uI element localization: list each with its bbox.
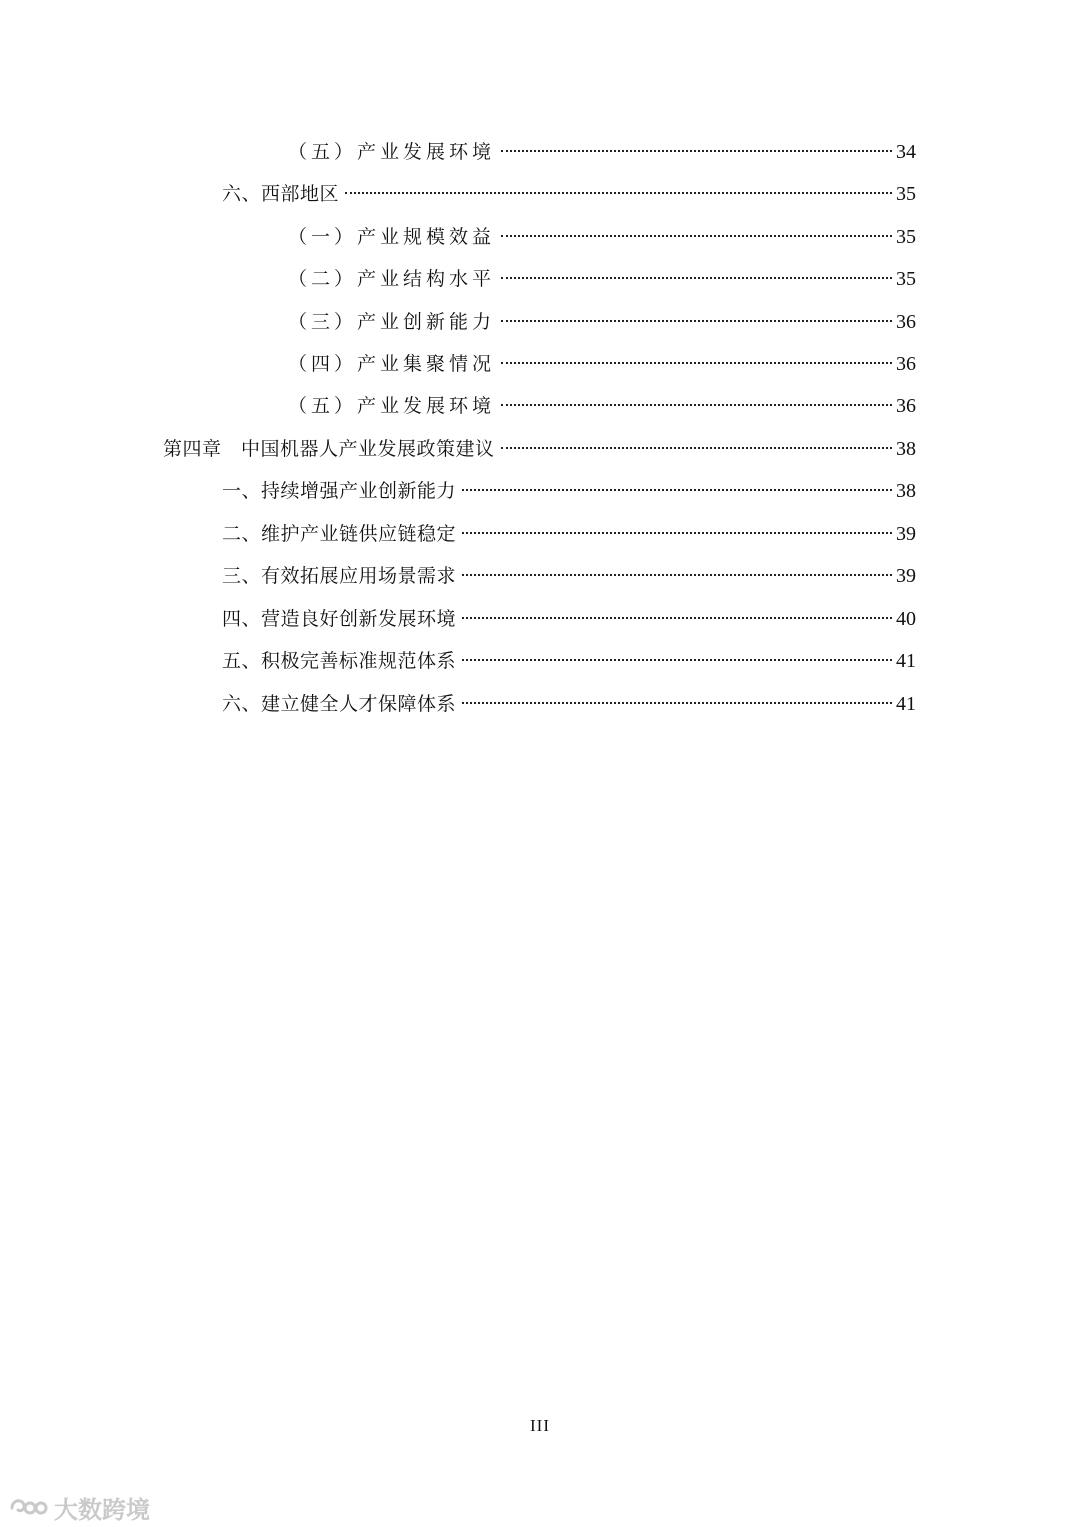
toc-entry-page: 41	[896, 693, 916, 715]
page-number: III	[530, 1416, 550, 1435]
toc-dot-leader	[501, 320, 892, 322]
toc-entry-label: 五、积极完善标准规范体系	[222, 650, 457, 672]
toc-entry[interactable]	[0, 131, 1080, 173]
toc-entry-page: 41	[896, 650, 916, 672]
toc-entry[interactable]	[0, 258, 1080, 300]
toc-dot-leader	[345, 192, 892, 194]
toc-entry-label: （一）产业规模效益	[288, 226, 496, 248]
toc-entry[interactable]	[0, 385, 1080, 427]
toc-entry[interactable]	[0, 301, 1080, 343]
toc-entry[interactable]	[0, 513, 1080, 555]
toc-entry-page: 36	[896, 353, 916, 375]
toc-dot-leader	[462, 617, 892, 619]
toc-entry-label: 第四章 中国机器人产业发展政策建议	[163, 438, 495, 460]
toc-chapter-entry[interactable]	[0, 428, 1080, 470]
toc-entry-label: （二）产业结构水平	[288, 268, 496, 290]
toc-entry[interactable]	[0, 470, 1080, 512]
toc-entry-label: 六、西部地区	[222, 183, 340, 205]
watermark-text: 大数跨境	[54, 1496, 150, 1524]
watermark	[8, 1490, 150, 1525]
toc-entry-label: （五）产业发展环境	[288, 395, 496, 417]
watermark-logo-icon	[8, 1495, 48, 1521]
toc-entry[interactable]	[0, 173, 1080, 215]
toc-dot-leader	[462, 659, 892, 661]
toc-dot-leader	[462, 532, 892, 534]
toc-entry-label: 三、有效拓展应用场景需求	[222, 565, 457, 587]
toc-entry-label: 二、维护产业链供应链稳定	[222, 523, 457, 545]
toc-entry-page: 40	[896, 608, 916, 630]
toc-dot-leader	[462, 574, 892, 576]
toc-entry-label: （三）产业创新能力	[288, 311, 496, 333]
toc-entry[interactable]	[0, 598, 1080, 640]
toc-dot-leader	[501, 235, 892, 237]
toc-entry[interactable]	[0, 216, 1080, 258]
toc-entry-page: 39	[896, 523, 916, 545]
toc-entry-page: 34	[896, 141, 916, 163]
toc-dot-leader	[501, 150, 892, 152]
toc-entry-label: 四、营造良好创新发展环境	[222, 608, 457, 630]
toc-entry-label: 一、持续增强产业创新能力	[222, 480, 457, 502]
toc-entry[interactable]	[0, 640, 1080, 682]
toc-dot-leader	[462, 489, 892, 491]
toc-entry-page: 39	[896, 565, 916, 587]
toc-dot-leader	[462, 702, 892, 704]
toc-entry[interactable]	[0, 555, 1080, 597]
toc-entry-page: 35	[896, 268, 916, 290]
toc-entry-page: 36	[896, 395, 916, 417]
toc-entry[interactable]	[0, 343, 1080, 385]
toc-entry-page: 38	[896, 480, 916, 502]
toc-entry-page: 36	[896, 311, 916, 333]
toc-entry-page: 38	[896, 438, 916, 460]
toc-entry-label: （五）产业发展环境	[288, 141, 496, 163]
toc-entry-label: 六、建立健全人才保障体系	[222, 693, 457, 715]
toc-dot-leader	[501, 362, 892, 364]
toc-dot-leader	[501, 277, 892, 279]
toc-dot-leader	[501, 447, 892, 449]
toc-entry-label: （四）产业集聚情况	[288, 353, 496, 375]
toc-entry[interactable]	[0, 683, 1080, 725]
toc-entry-page: 35	[896, 183, 916, 205]
table-of-contents	[0, 0, 1080, 760]
toc-dot-leader	[501, 404, 892, 406]
toc-entry-page: 35	[896, 226, 916, 248]
